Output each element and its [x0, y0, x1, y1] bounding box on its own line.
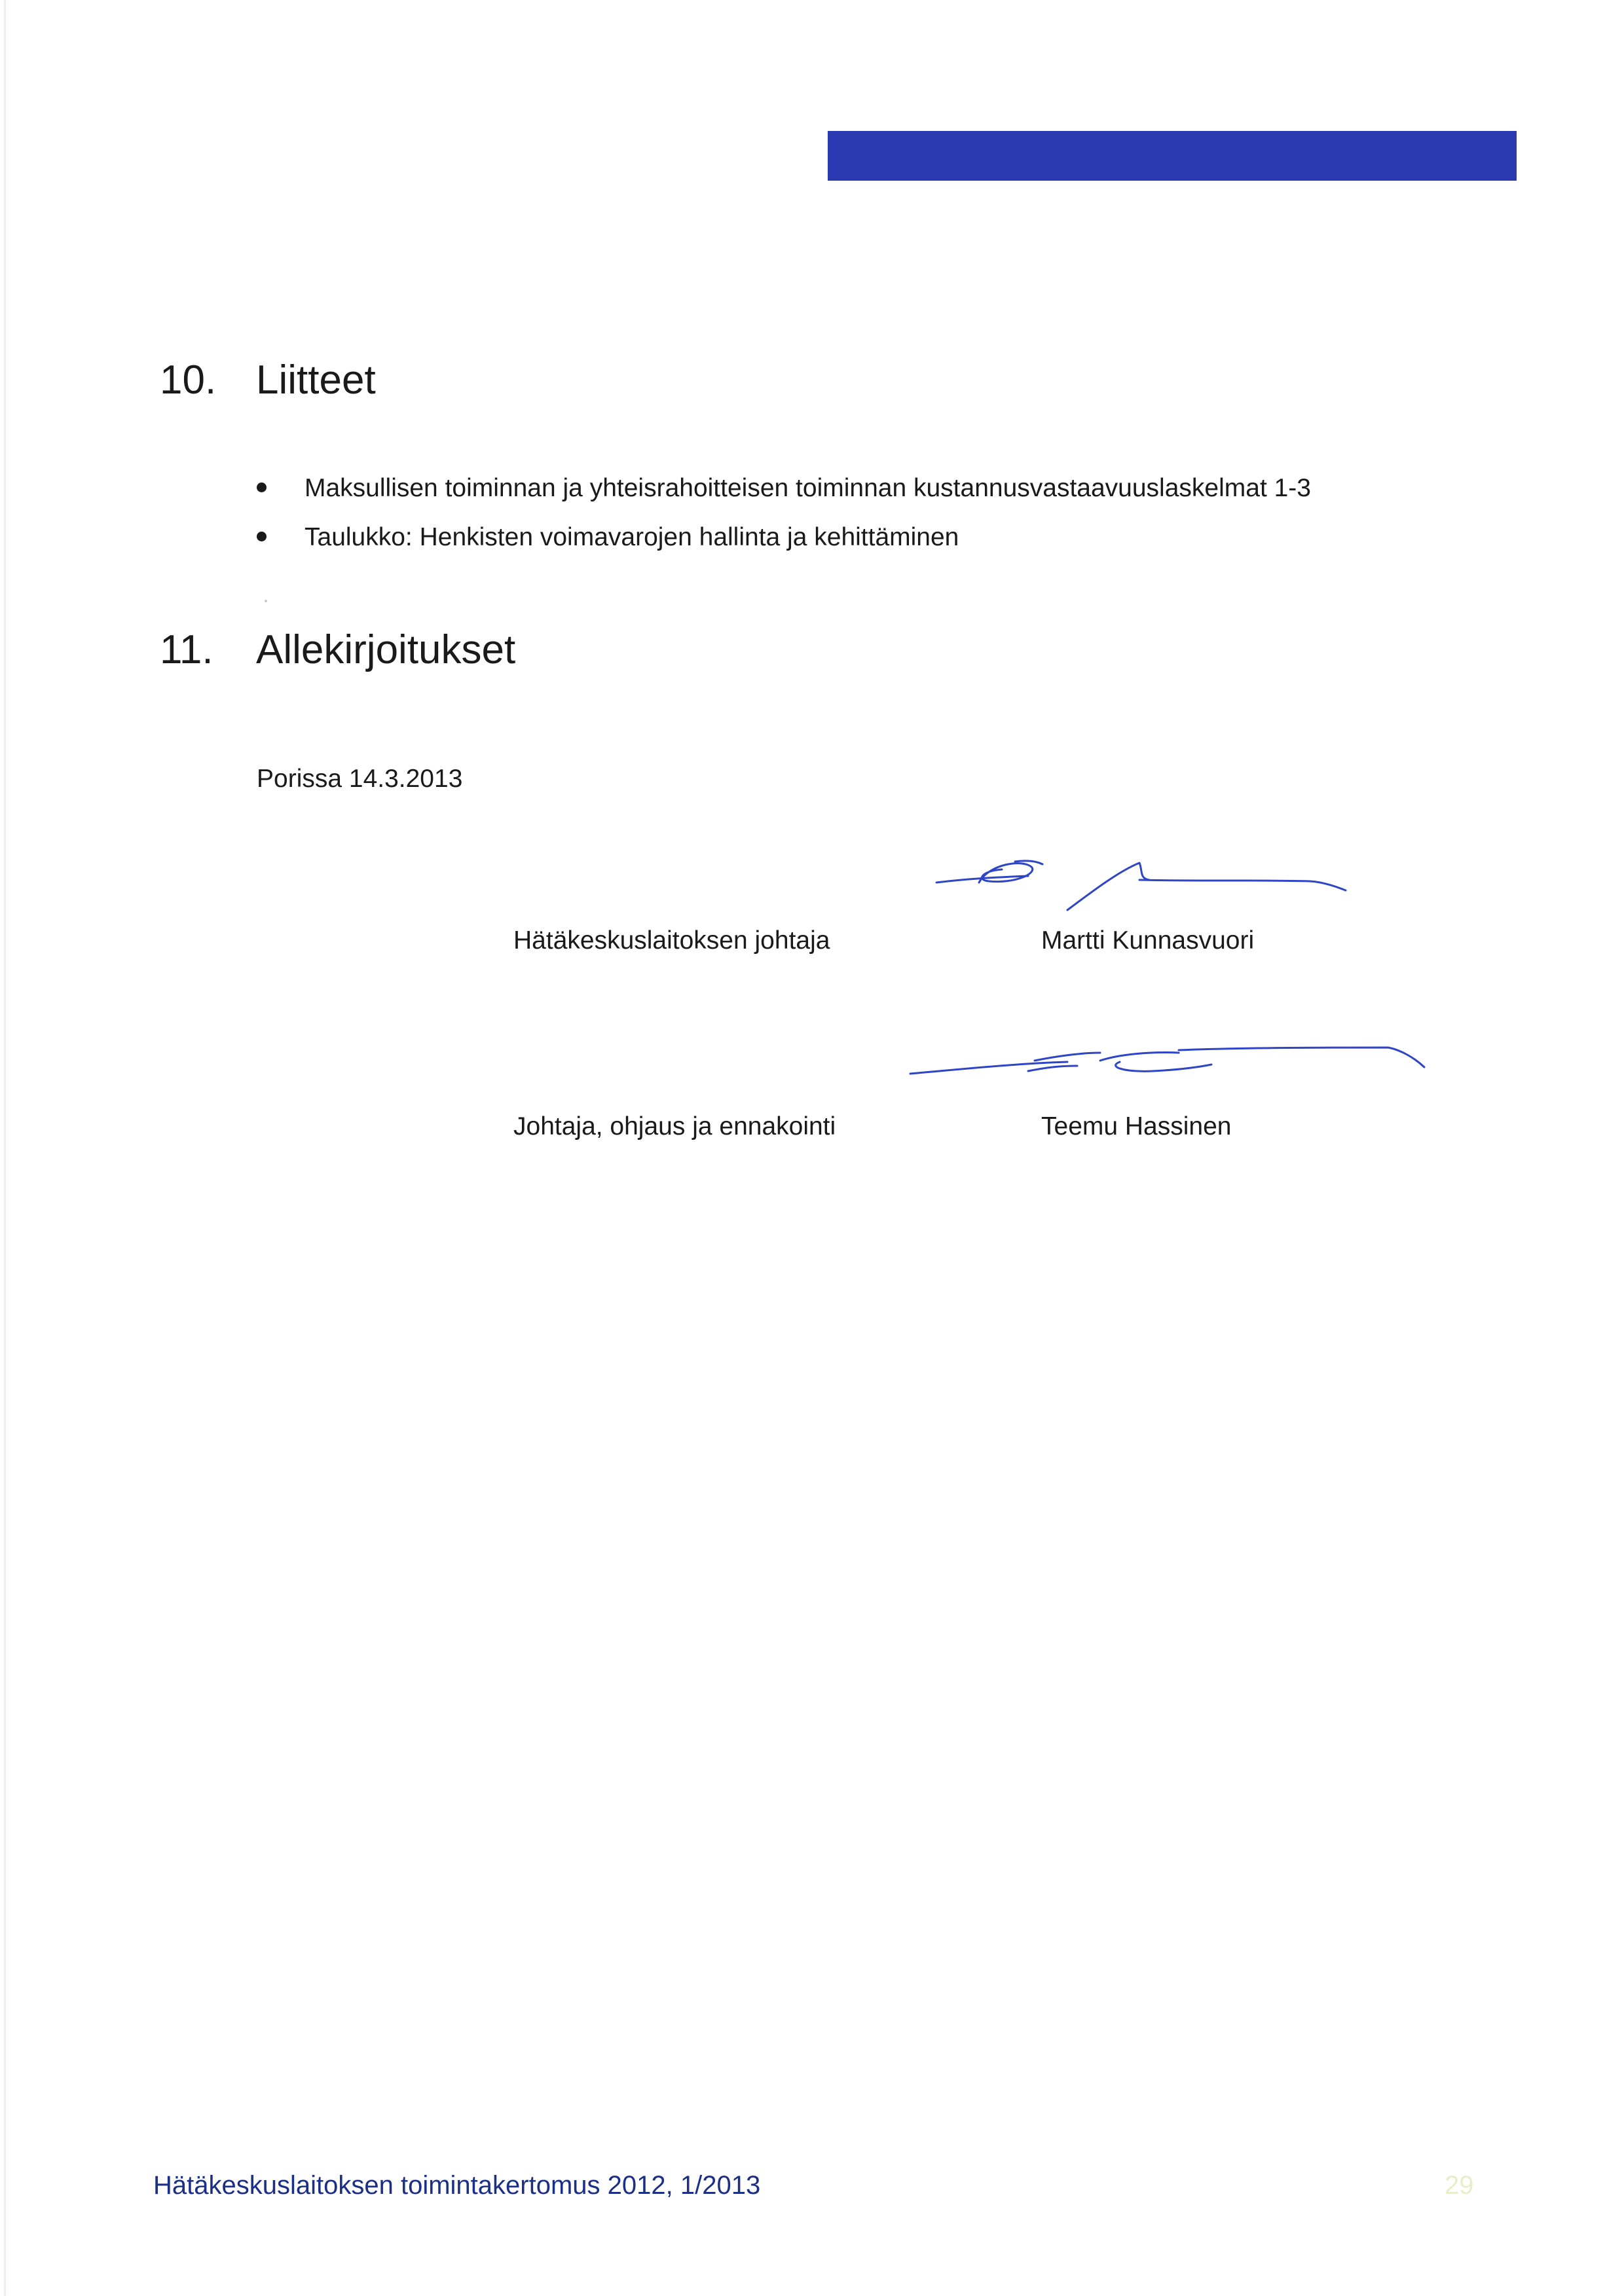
- list-item-text: Maksullisen toiminnan ja yhteisrahoitteisen toiminnan kustannusvastaavuuslaskelmat 1-3: [304, 474, 1311, 502]
- footer-document-title: Hätäkeskuslaitoksen toimintakertomus 2012, 1/2013: [153, 2171, 761, 2200]
- signatory-name: Martti Kunnasvuori: [1041, 926, 1255, 955]
- section-heading-allekirjoitukset: [160, 627, 516, 672]
- page-edge: [4, 0, 6, 2296]
- list-item: [257, 513, 1311, 562]
- signatory-role: Hätäkeskuslaitoksen johtaja: [513, 926, 830, 955]
- section-number: 11.: [160, 627, 213, 672]
- section-title: Liitteet: [256, 357, 376, 403]
- section-title: Allekirjoitukset: [256, 627, 516, 672]
- list-item-text: Taulukko: Henkisten voimavarojen hallinta ja kehittäminen: [304, 523, 959, 551]
- header-color-bar: [828, 131, 1517, 181]
- signatory-role: Johtaja, ohjaus ja ennakointi: [513, 1112, 836, 1140]
- place-date: Porissa 14.3.2013: [257, 765, 463, 793]
- page-number: 29: [1445, 2171, 1474, 2200]
- scan-speck: [265, 600, 267, 602]
- attachments-list: [257, 464, 1311, 562]
- signature-kunnasvuori: [917, 845, 1395, 917]
- section-number: 10.: [160, 357, 217, 403]
- list-item: [257, 464, 1311, 513]
- signatory-name: Teemu Hassinen: [1041, 1112, 1232, 1140]
- bullet-icon: [257, 532, 267, 541]
- section-heading-liitteet: [160, 357, 376, 403]
- bullet-icon: [257, 483, 267, 492]
- signature-hassinen: [904, 1034, 1526, 1087]
